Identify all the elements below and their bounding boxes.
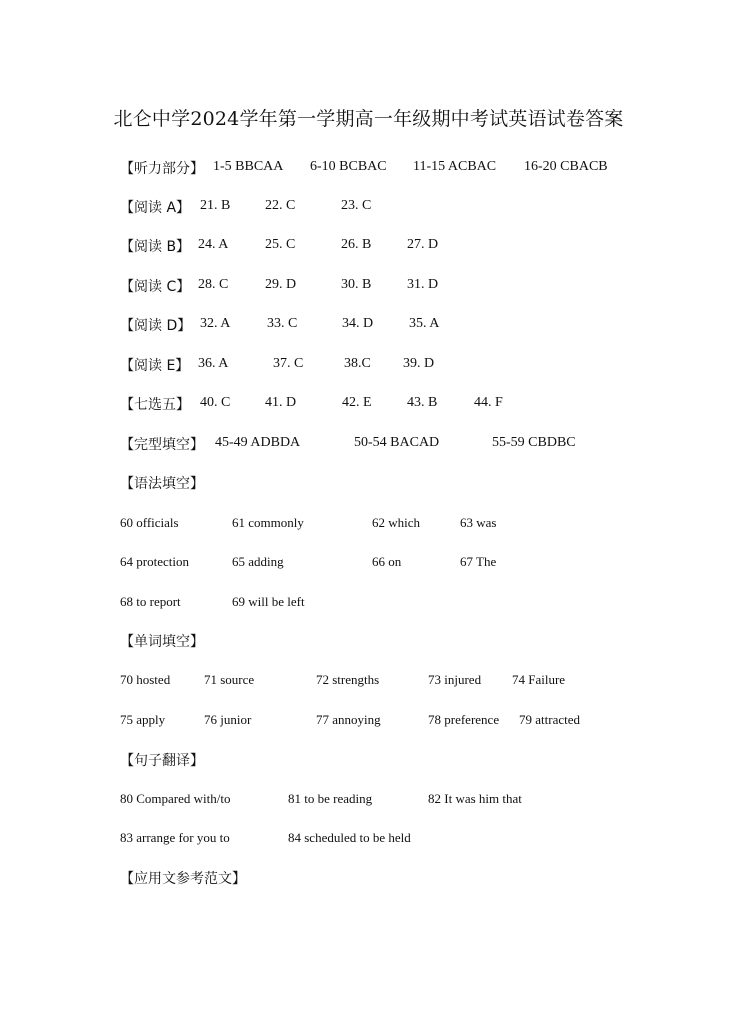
reading-e-section [120,355,189,375]
reading-c-section [120,276,190,296]
answer-item: 31. D [407,277,439,292]
answer-item: 40. C [200,395,231,410]
answer-item: 77 annoying [316,712,381,727]
answer-group: 1-5 BBCAA [213,159,284,174]
answer-item: 74 Failure [512,672,566,687]
word-fill-section [120,631,204,651]
translation-section [120,750,204,770]
answer-item: 68 to report [120,594,181,609]
section-label: 【阅读 E】 [120,358,190,374]
answer-group: 55-59 CBDBC [492,435,576,450]
grammar-section [120,473,204,493]
section-label: 【阅读 C】 [120,279,191,295]
answer-item: 29. D [265,277,297,292]
answer-item: 60 officials [120,515,179,530]
reading-b-section [120,236,190,256]
answer-item: 27. D [407,237,439,252]
answer-item: 33. C [267,316,298,331]
answer-item: 36. A [198,356,229,371]
answer-item: 21. B [200,198,231,213]
answer-item: 61 commonly [232,515,304,530]
answer-item: 76 junior [204,712,252,727]
answer-item: 65 adding [232,554,284,569]
answer-group: 6-10 BCBAC [310,159,387,174]
answer-item: 62 which [372,515,421,530]
answer-item: 80 Compared with/to [120,791,231,806]
section-label: 【七选五】 [120,397,190,413]
section-label: 【完型填空】 [120,437,204,453]
answer-item: 41. D [265,395,297,410]
answer-group: 50-54 BACAD [354,435,440,450]
answer-item: 37. C [273,356,304,371]
answer-item: 34. D [342,316,374,331]
answer-item: 72 strengths [316,672,380,687]
answer-item: 83 arrange for you to [120,830,230,845]
answer-item: 38.C [344,356,371,371]
answer-item: 39. D [403,356,435,371]
section-label: 【应用文参考范文】 [120,871,246,887]
answer-group: 16-20 CBACB [524,159,608,174]
answer-item: 78 preference [428,712,500,727]
answer-item: 81 to be reading [288,791,373,806]
answer-item: 23. C [341,198,372,213]
section-label: 【语法填空】 [120,476,204,492]
answer-item: 26. B [341,237,372,252]
answer-group: 11-15 ACBAC [413,159,497,174]
answer-group: 45-49 ADBDA [215,435,301,450]
answer-item: 70 hosted [120,672,171,687]
answer-item: 42. E [342,395,372,410]
answer-item: 28. C [198,277,229,292]
answer-item: 25. C [265,237,296,252]
answer-item: 82 It was him that [428,791,522,806]
page-title: 北仑中学2024学年第一学期高一年级期中考试英语试卷答案 [113,108,624,130]
writing-section [120,868,246,888]
answer-item: 22. C [265,198,296,213]
section-label: 【阅读 D】 [120,318,192,334]
answer-item: 79 attracted [519,712,580,727]
answer-item: 73 injured [428,672,482,687]
answer-item: 35. A [409,316,440,331]
answer-item: 71 source [204,672,255,687]
cloze-section [120,434,204,454]
answer-item: 75 apply [120,712,166,727]
section-label: 【单词填空】 [120,634,204,650]
answer-item: 43. B [407,395,438,410]
answer-item: 66 on [372,554,402,569]
answer-item: 64 protection [120,554,189,569]
answer-item: 63 was [460,515,497,530]
section-label: 【听力部分】 [120,161,204,177]
answer-item: 44. F [474,395,503,410]
seven-five-section [120,394,190,414]
section-label: 【阅读 A】 [120,200,191,216]
answer-item: 24. A [198,237,229,252]
answer-item: 69 will be left [232,594,305,609]
answer-item: 30. B [341,277,372,292]
section-label: 【句子翻译】 [120,753,204,769]
listening-section [120,158,204,178]
answer-item: 67 The [460,554,497,569]
answer-item: 84 scheduled to be held [288,830,411,845]
answer-item: 32. A [200,316,231,331]
section-label: 【阅读 B】 [120,239,191,255]
reading-a-section [120,197,190,217]
reading-d-section [120,315,191,335]
